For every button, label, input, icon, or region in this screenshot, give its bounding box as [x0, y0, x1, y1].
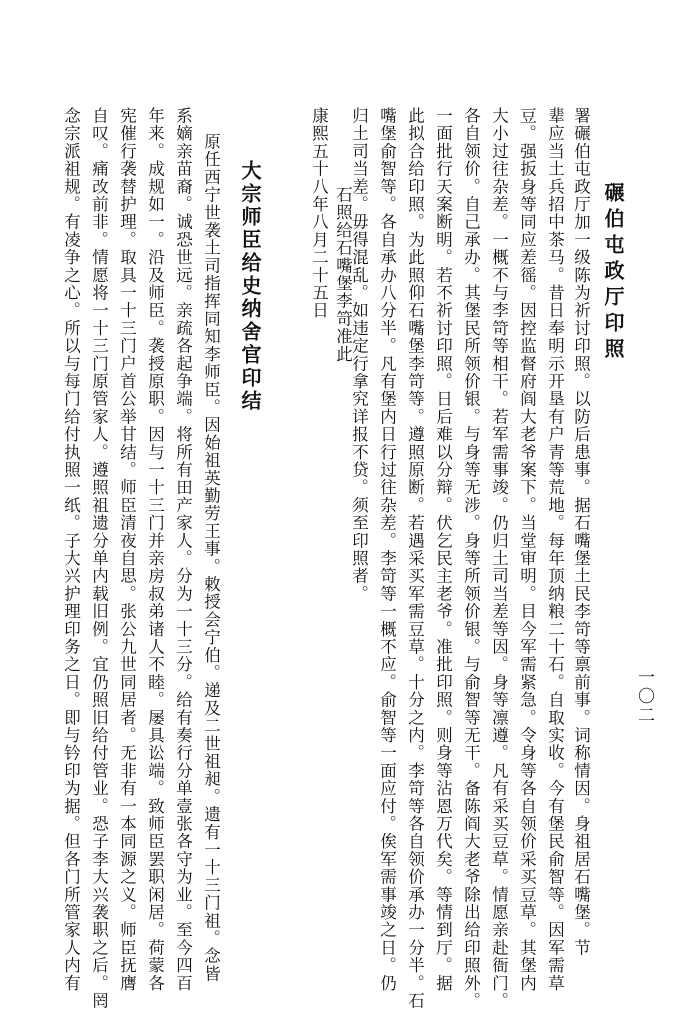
page-number: 一〇二: [634, 668, 654, 725]
section2-line-2: 系嫡亲苗裔。诚恐世远。亲疏各起争端。将所有田产家人。分为一十三分。给有奏行分单壹张各守为业。至今四百: [173, 107, 193, 992]
section2-line-6: 念宗派祖规。有凌争之心。所以与每门给付执照一纸。子大兴护理印务之日。即与钤印为据。但各门所管家人内有: [61, 107, 81, 992]
section2-line-5: 自叹。痛改前非。情愿将一十三门原管家人。遵照祖遗分单内载旧例。宜仍照旧给付管业。恐子李大兴袭职之后。罔: [89, 107, 109, 1010]
section1-line-8: 嘴堡俞智等。各自承办八分半。凡有堡内日行过往杂差。李笴等一概不应。俞智等一面应付。俟军需事竣之日。仍: [377, 107, 397, 992]
section1-line-9: 归土司当差。毋得混乱。如违定行拿究详报不贷。须至印照者。: [349, 107, 369, 603]
section-title-yinjie: 大宗师臣给史纳舍官印结: [238, 160, 262, 413]
section2-line-3: 年来。成规如一。沿及师臣。袭授原职。因与一十三门并亲房叔弟诸人不睦。屡具讼端。致师臣罢职闲居。荷蒙各: [145, 107, 165, 992]
section-title-yinzhao: 碾伯屯政厅印照: [601, 182, 625, 364]
section2-line-4: 宪催行袭替护理。取具一十三门户首公举甘结。师臣清夜自思。张公九世同居者。无非有一本同源之义。师臣抚膺: [117, 107, 137, 992]
section1-line-7: 此拟合给印照。为此照仰石嘴堡李笴等。遵照原断。若遇采买军需豆草。十分之内。李笴等各自领价承办一分半。石: [405, 107, 425, 1010]
section1-line-1: 署碾伯屯政厅加一级陈为祈讨印照。以防后患事。据石嘴堡土民李笴等禀前事。词称情因。身祖居石嘴堡。节: [571, 107, 591, 957]
date-line: 康熙五十八年八月二十五日: [309, 107, 329, 320]
section1-line-2: 辈应当土兵招中茶马。昔日奉明示开垦有户青等荒地。每年顶纳粮二十石。自取实收。今有堡民俞智等。因军需草: [545, 107, 565, 992]
section1-line-6: 一面批行天案断明。若不祈讨印照。日后难以分辩。伏乞民主老爷。准批印照。则身等沾恩万代矣。等情到厅。据: [433, 107, 453, 992]
section1-line-4: 大小过往杂差。一概不与李笴等相干。若军需事竣。仍归土司当差等因。身等凛遵。凡有采买豆草。情愿亲赴衙门。: [489, 107, 509, 1010]
recipient-line: 石照给石嘴堡李笴准此: [333, 186, 353, 363]
section1-line-3: 豆。强扳身等同应差徭。因控监督府阎大老爷案下。当堂审明。目今军需紧急。令身等各自领价采买豆草。其堡内: [517, 107, 537, 992]
section1-line-5: 各自领价。自己承办。其堡民所领价银。与身等无涉。身等所领价银。与俞智等无干。备陈阎大老爷除出给印照外。: [461, 107, 481, 1010]
section2-line-1: 原任西宁世袭土司指挥同知李师臣。因始祖英勤劳王事。敕授会宁伯。递及二世祖昶。遗有一十三门祖。念皆: [201, 133, 221, 983]
